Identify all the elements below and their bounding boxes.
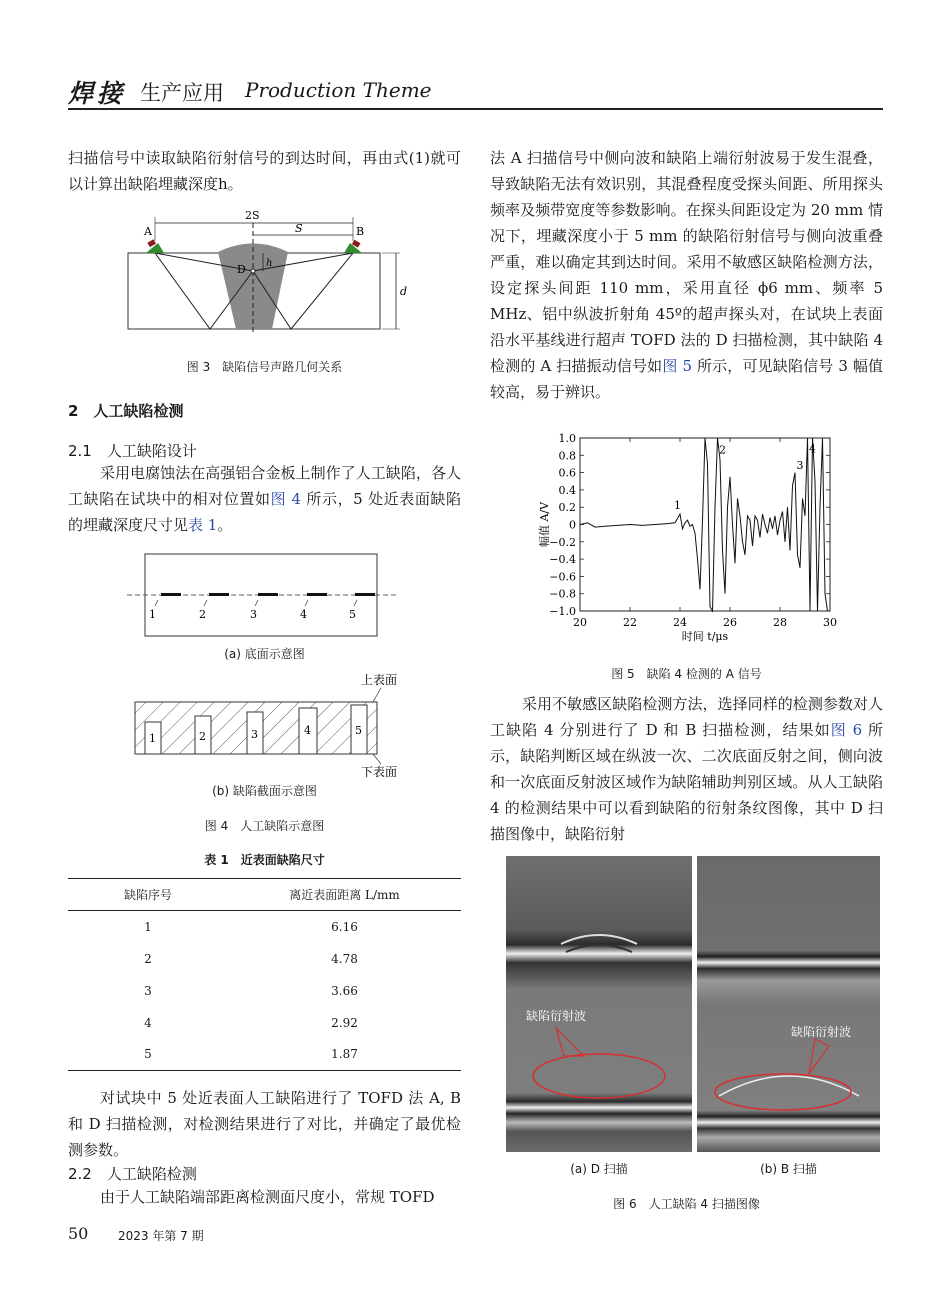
y-tick-label: −1.0 <box>549 605 576 618</box>
cell-distance: 1.87 <box>331 1047 358 1062</box>
y-axis-label: 幅值 A/V <box>538 501 551 548</box>
page-header <box>68 74 883 110</box>
rp2-text-a: 采用不敏感区缺陷检测方法，选择同样的检测参数对人工缺陷 4 分别进行了 D 和 B 扫描检测，结果如 <box>490 695 883 739</box>
label-h: h <box>266 258 273 269</box>
dscan-image <box>506 856 692 1152</box>
rp2-text-b: 所示，缺陷判断区域在纵波一次、二次底面反射之间，侧向波和一次底面反射波区域作为缺陷辅助判别区域。从人工缺陷 4 的检测结果中可以看到缺陷的衍射条纹图像，其中 D 扫描图像中，缺陷衍射 <box>490 721 884 843</box>
y-tick-label: 0.4 <box>558 483 576 497</box>
table-row <box>68 943 461 975</box>
x-tick-label: 26 <box>723 616 737 629</box>
fig4b-num-5: 5 <box>355 724 362 737</box>
x-tick-label: 24 <box>673 616 687 629</box>
fig4b-num-4: 4 <box>304 724 311 737</box>
journal-logo: 焊接 <box>68 79 127 108</box>
fig6b-subcaption: (b) B 扫描 <box>760 1162 817 1176</box>
left-paragraph-2 <box>68 460 461 538</box>
fig4a-num-5: 5 <box>349 608 356 621</box>
label-b: B <box>356 225 365 238</box>
label-s: S <box>295 222 303 235</box>
defect-mark <box>355 593 375 596</box>
label-2s: 2S <box>245 209 260 222</box>
y-tick-label: −0.6 <box>549 570 576 584</box>
signal-annotation: 3 <box>796 459 804 473</box>
x-tick-label: 28 <box>773 616 787 629</box>
cell-distance: 3.66 <box>331 983 358 998</box>
y-tick-label: −0.2 <box>549 535 576 549</box>
table-row <box>68 911 461 943</box>
cell-id: 1 <box>144 919 152 934</box>
figure-4b <box>125 672 415 782</box>
table-row <box>68 1039 461 1071</box>
cell-distance: 2.92 <box>331 1015 358 1030</box>
table-row <box>68 975 461 1007</box>
section-2-1-heading: 2.1 人工缺陷设计 <box>68 442 197 460</box>
table-header-row <box>68 879 461 911</box>
signal-annotation: 1 <box>674 498 681 512</box>
fig5-caption: 图 5 缺陷 4 检测的 A 信号 <box>611 667 762 681</box>
fig4a-subcaption: (a) 底面示意图 <box>224 647 305 661</box>
signal-series-line <box>580 438 830 611</box>
issue-label: 2023 年第 7 期 <box>118 1229 204 1243</box>
fig3-caption: 图 3 缺陷信号声路几何关系 <box>186 360 343 374</box>
signal-annotation: 4 <box>809 442 816 456</box>
p2-text-b: 所示，5 处近表面缺陷的埋藏深度尺寸见 <box>68 490 461 534</box>
figure-6b-bscan <box>697 856 880 1152</box>
table1-title: 表 1 近表面缺陷尺寸 <box>204 853 325 867</box>
fig4b-num-1: 1 <box>149 732 156 745</box>
rp1-text: 法 A 扫描信号中侧向波和缺陷上端衍射波易于发生混叠，导致缺陷无法有效识别，其混叠程度受探头间距、所用探头频率及频带宽度等参数影响。在探头间距设定为 20 mm 情况下，埋藏深度小于 5 mm 的缺陷衍射信号与侧向波重叠严重，难以确定其到达时间。采用不敏感区缺陷检测方法，设定探头间距 110 mm，采用直径 ϕ6 mm、频率 5 MHz、铝中纵波折射角 45º的超声探头对，在试块上表面沿水平基线进行超声 TOFD 法的 D 扫描检测，其中缺陷 4 检测的 A 扫描振动信号如 <box>490 149 883 375</box>
left-paragraph-3: 对试块中 5 处近表面人工缺陷进行了 TOFD 法 A, B 和 D 扫描检测，对检测结果进行了对比，并确定了最优检测参数。 <box>68 1089 461 1159</box>
defect-mark <box>307 593 327 596</box>
cell-distance: 4.78 <box>331 951 358 966</box>
section-title: 生产应用 <box>140 81 224 105</box>
section-title-en: Production Theme <box>245 78 432 102</box>
label-a: A <box>144 225 152 238</box>
defect-mark <box>209 593 229 596</box>
left-paragraph-1: 扫描信号中读取缺陷衍射信号的到达时间，再由式(1)就可以计算出缺陷埋藏深度h。 <box>68 149 461 193</box>
fig5-link[interactable]: 图 5 <box>662 357 693 375</box>
cell-distance: 6.16 <box>331 919 358 934</box>
rp1-end: 所示，可见缺陷信号 3 幅值较高，易于辨识。 <box>490 357 884 401</box>
defect-point <box>251 269 255 273</box>
fig4-caption: 图 4 人工缺陷示意图 <box>204 819 325 833</box>
bscan-label: 缺陷衍射波 <box>791 1025 852 1039</box>
fig4-link[interactable]: 图 4 <box>270 490 302 508</box>
cell-id: 4 <box>144 1015 152 1030</box>
cell-id: 2 <box>144 951 152 966</box>
fig4a-num-3: 3 <box>250 608 257 621</box>
bscan-image <box>697 856 880 1152</box>
cell-id: 3 <box>144 983 152 998</box>
plot-frame <box>580 438 830 611</box>
y-tick-label: −0.4 <box>549 553 576 567</box>
left-paragraph-4: 由于人工缺陷端部距离检测面尺度小，常规 TOFD <box>100 1188 435 1206</box>
y-tick-label: 0.8 <box>558 449 576 463</box>
label-d: D <box>237 263 246 276</box>
y-tick-label: 0 <box>569 518 576 532</box>
fig6a-subcaption: (a) D 扫描 <box>570 1162 628 1176</box>
y-tick-label: 0.2 <box>558 501 576 515</box>
x-tick-label: 20 <box>573 616 587 629</box>
fig4a-num-1: 1 <box>149 608 156 621</box>
bottom-surface-label: 下表面 <box>361 765 398 779</box>
x-tick-label: 30 <box>823 616 837 629</box>
fig4b-subcaption: (b) 缺陷截面示意图 <box>212 784 317 798</box>
figure-4a <box>125 552 405 642</box>
section-2-2-heading: 2.2 人工缺陷检测 <box>68 1165 197 1183</box>
figure-5-chart <box>520 428 860 648</box>
fig4a-num-2: 2 <box>199 608 206 621</box>
top-surface-label: 上表面 <box>361 673 398 687</box>
y-tick-label: 1.0 <box>558 432 576 445</box>
cell-id: 5 <box>144 1047 152 1062</box>
top-surface-leader <box>373 688 381 702</box>
p2-text-c: 。 <box>217 516 233 534</box>
signal-annotation: 2 <box>719 443 726 457</box>
y-tick-label: −0.8 <box>549 587 576 601</box>
right-paragraph-1 <box>490 145 883 405</box>
label-d-depth: d <box>400 285 408 298</box>
p2-text-a: 采用电腐蚀法在高强铝合金板上制作了人工缺陷，各人工缺陷在试块中的相对位置如 <box>68 464 461 508</box>
right-paragraph-2 <box>490 691 883 847</box>
defect-mark <box>258 593 278 596</box>
fig6-link[interactable]: 图 6 <box>830 721 863 739</box>
fig4b-num-3: 3 <box>251 728 258 741</box>
defect-mark <box>161 593 181 596</box>
fig4b-num-2: 2 <box>199 730 206 743</box>
dscan-label: 缺陷衍射波 <box>526 1009 587 1023</box>
x-tick-label: 22 <box>623 616 637 629</box>
table-1 <box>68 878 461 1071</box>
col-header-distance: 离近表面距离 L/mm <box>289 888 400 902</box>
col-header-id: 缺陷序号 <box>123 888 172 902</box>
table-row <box>68 1007 461 1039</box>
figure-6a-dscan <box>506 856 692 1152</box>
bottom-surface-leader <box>373 754 381 764</box>
y-tick-label: 0.6 <box>558 466 576 480</box>
header-rule <box>68 108 883 110</box>
fig6-caption: 图 6 人工缺陷 4 扫描图像 <box>613 1197 760 1211</box>
table1-link[interactable]: 表 1 <box>188 516 218 534</box>
fig4a-num-4: 4 <box>300 608 307 621</box>
figure-3 <box>120 205 420 340</box>
section-2-heading: 2 人工缺陷检测 <box>68 402 184 420</box>
x-axis-label: 时间 t/μs <box>681 630 729 643</box>
page-number: 50 <box>68 1224 89 1243</box>
